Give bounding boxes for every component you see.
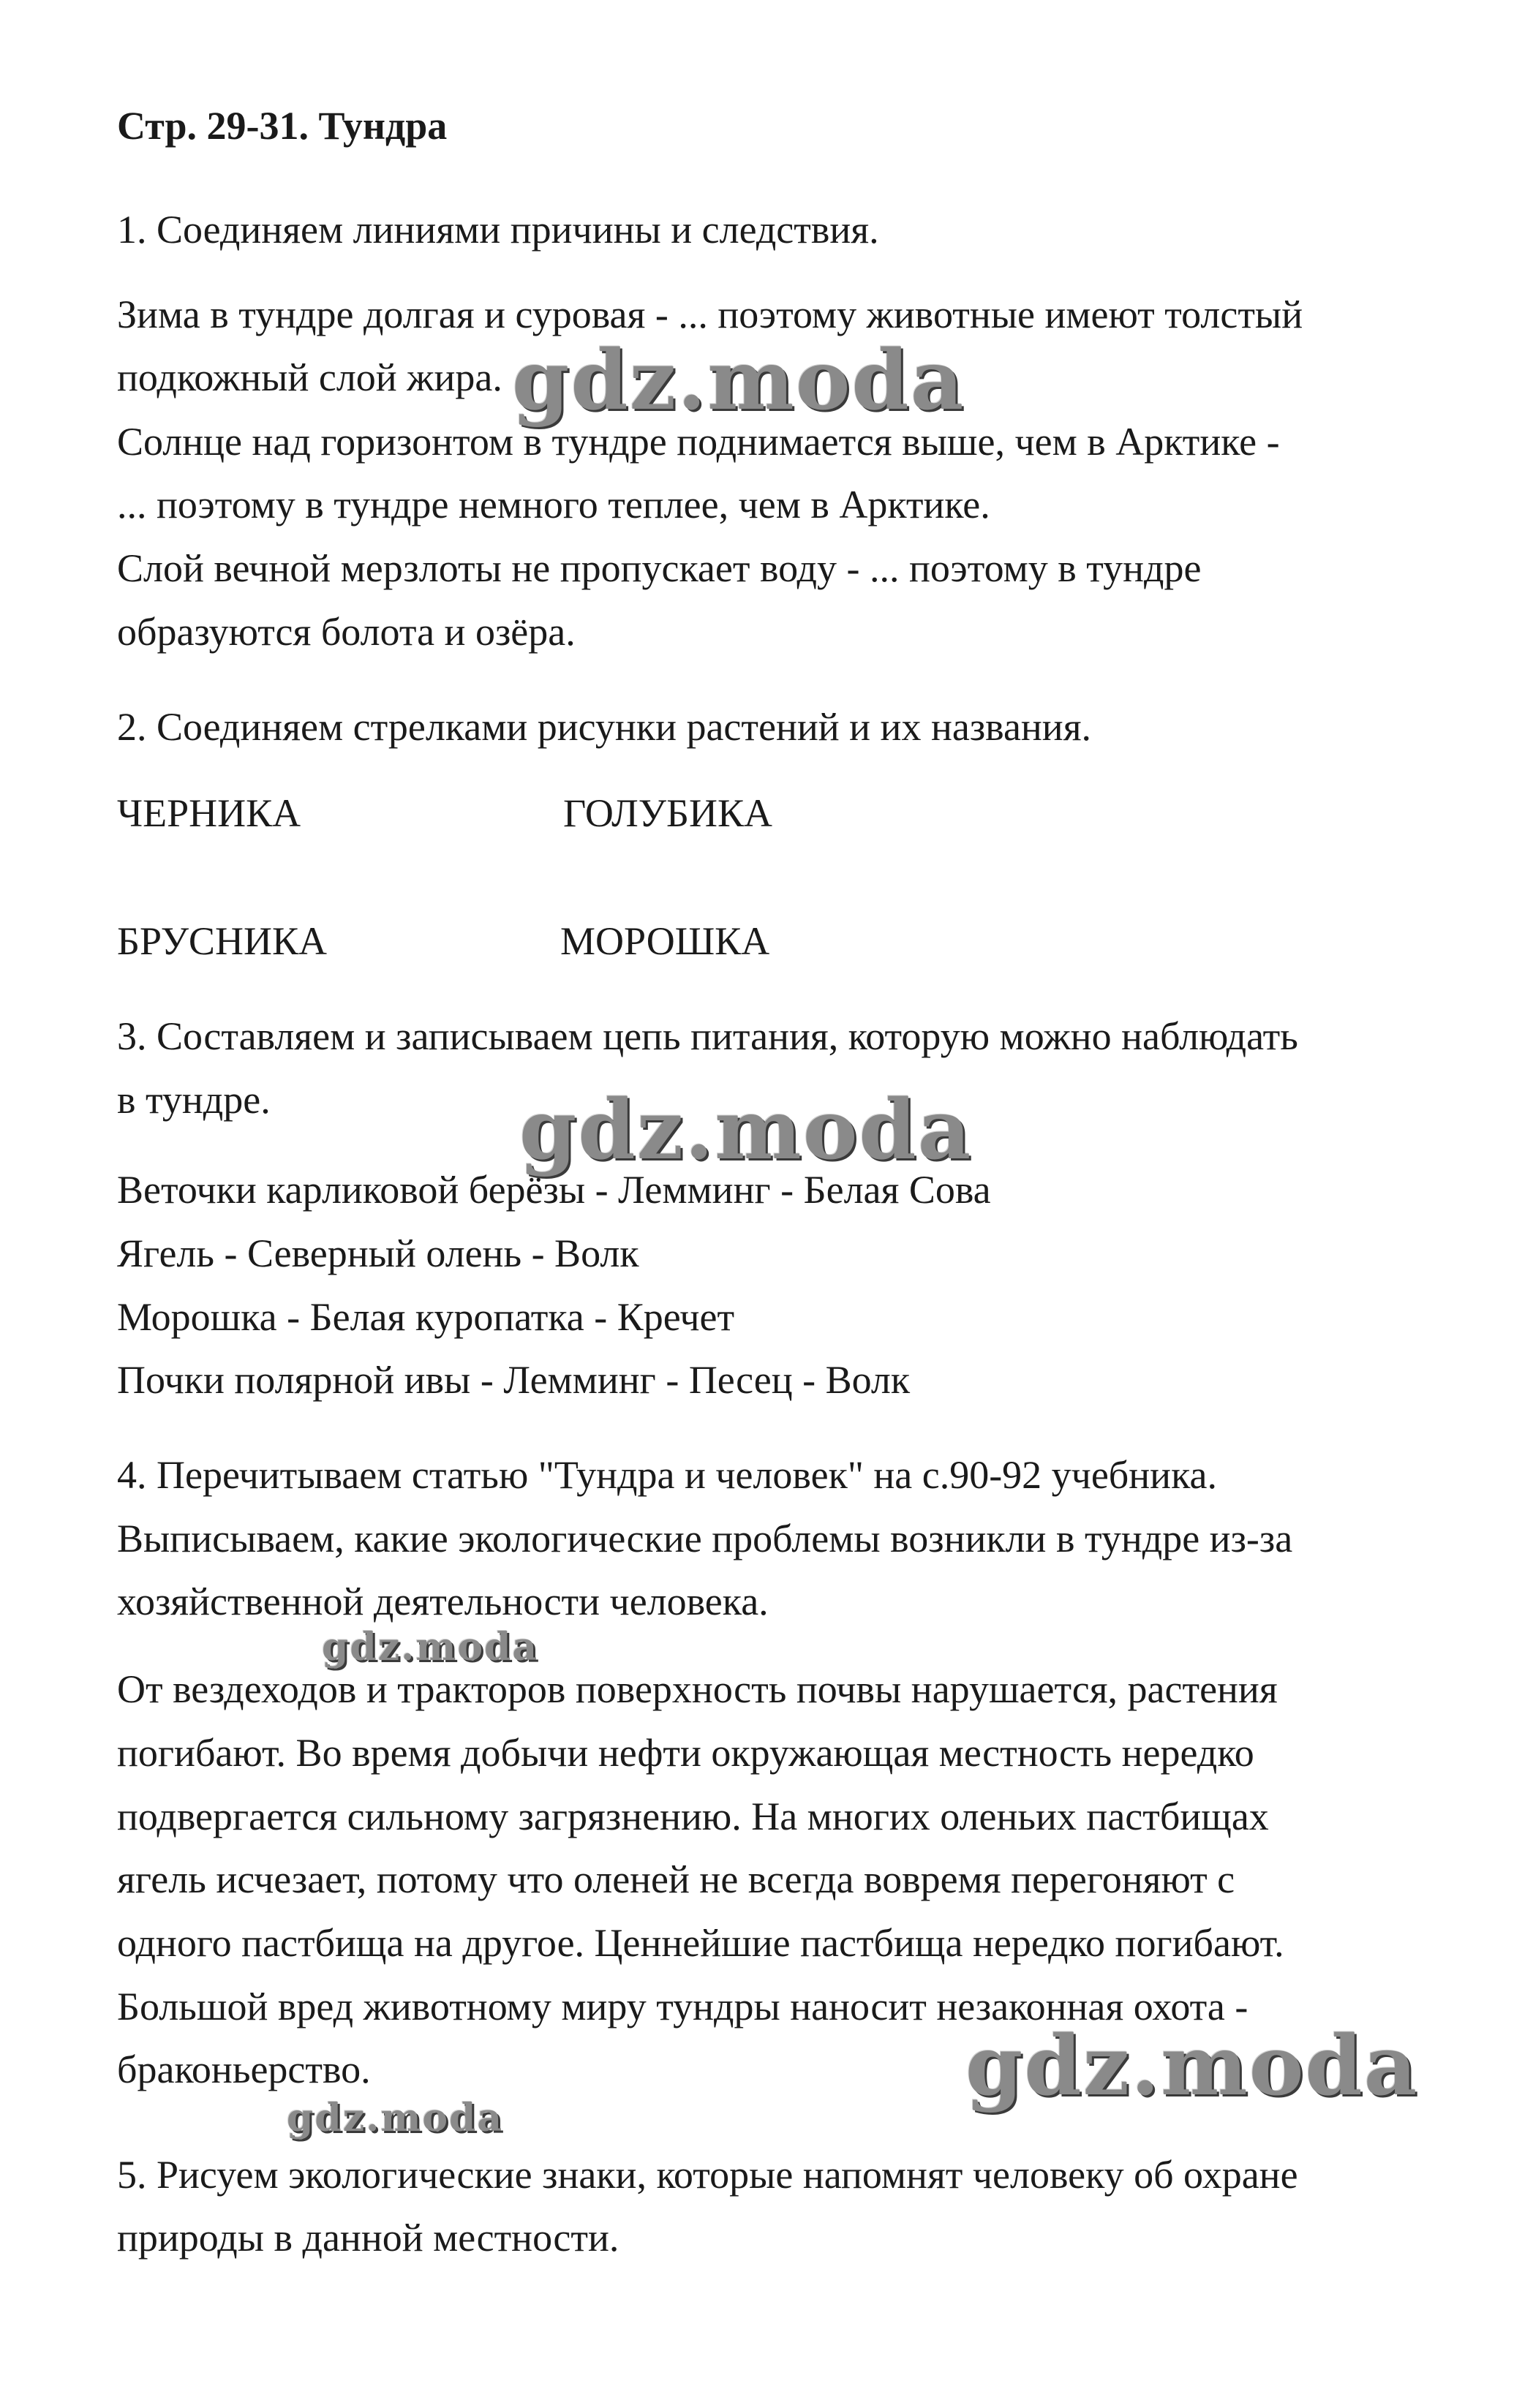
task4-answer-line: одного пастбища на другое. Ценнейшие пастбища нередко погибают.: [117, 1921, 1284, 1965]
task1-line: ... поэтому в тундре немного теплее, чем в Арктике.: [117, 483, 990, 526]
food-chain: Почки полярной ивы - Лемминг - Песец - Волк: [117, 1358, 911, 1402]
task1-heading: 1. Соединяем линиями причины и следствия.: [117, 208, 879, 252]
page-title: Стр. 29-31. Тундра: [117, 104, 448, 148]
food-chain: Морошка - Белая куропатка - Кречет: [117, 1295, 735, 1339]
plant-name-cloudberry: МОРОШКА: [560, 919, 770, 963]
task4-answer-line: Большой вред животному миру тундры наносит незаконная охота -: [117, 1985, 1248, 2028]
task1-line: Солнце над горизонтом в тундре поднимается выше, чем в Арктике -: [117, 420, 1280, 464]
task1-line: подкожный слой жира.: [117, 355, 502, 399]
task4-heading: Выписываем, какие экологические проблемы возникли в тундре из-за: [117, 1517, 1293, 1560]
task4-heading: 4. Перечитываем статью "Тундра и человек" на с.90-92 учебника.: [117, 1453, 1217, 1497]
task4-answer-line: ягель исчезает, потому что оленей не всегда вовремя перегоняют с: [117, 1857, 1235, 1901]
task2-heading: 2. Соединяем стрелками рисунки растений и их названия.: [117, 705, 1092, 749]
watermark-logo: gdz.moda: [519, 1082, 973, 1178]
task1-line: образуются болота и озёра.: [117, 610, 576, 654]
task3-heading: в тундре.: [117, 1078, 271, 1122]
plant-name-lingonberry: БРУСНИКА: [117, 919, 327, 963]
food-chain: Веточки карликовой берёзы - Лемминг - Белая Сова: [117, 1168, 991, 1212]
task4-answer-line: погибают. Во время добычи нефти окружающая местность нередко: [117, 1731, 1254, 1775]
task4-answer-line: браконьерство.: [117, 2047, 371, 2091]
watermark-logo: gdz.moda: [512, 333, 965, 429]
task1-line: Слой вечной мерзлоты не пропускает воду - ... поэтому в тундре: [117, 546, 1202, 590]
plant-name-blueberry: ЧЕРНИКА: [117, 791, 301, 835]
task4-answer-line: От вездеходов и тракторов поверхность почвы нарушается, растения: [117, 1667, 1278, 1711]
task5-heading: 5. Рисуем экологические знаки, которые напомнят человеку об охране: [117, 2153, 1298, 2197]
task3-heading: 3. Составляем и записываем цепь питания, которую можно наблюдать: [117, 1014, 1298, 1058]
task1-line: Зима в тундре долгая и суровая - ... поэтому животные имеют толстый: [117, 292, 1303, 336]
watermark-logo: gdz.moda: [322, 1625, 539, 1669]
task4-answer-line: подвергается сильному загрязнению. На многих оленьих пастбищах: [117, 1794, 1269, 1838]
task5-heading: природы в данной местности.: [117, 2216, 619, 2260]
task4-heading: хозяйственной деятельности человека.: [117, 1579, 769, 1623]
watermark-logo: gdz.moda: [287, 2096, 504, 2140]
plant-name-bog-bilberry: ГОЛУБИКА: [563, 791, 773, 835]
watermark-logo: gdz.moda: [965, 2018, 1419, 2114]
food-chain: Ягель - Северный олень - Волк: [117, 1231, 639, 1275]
